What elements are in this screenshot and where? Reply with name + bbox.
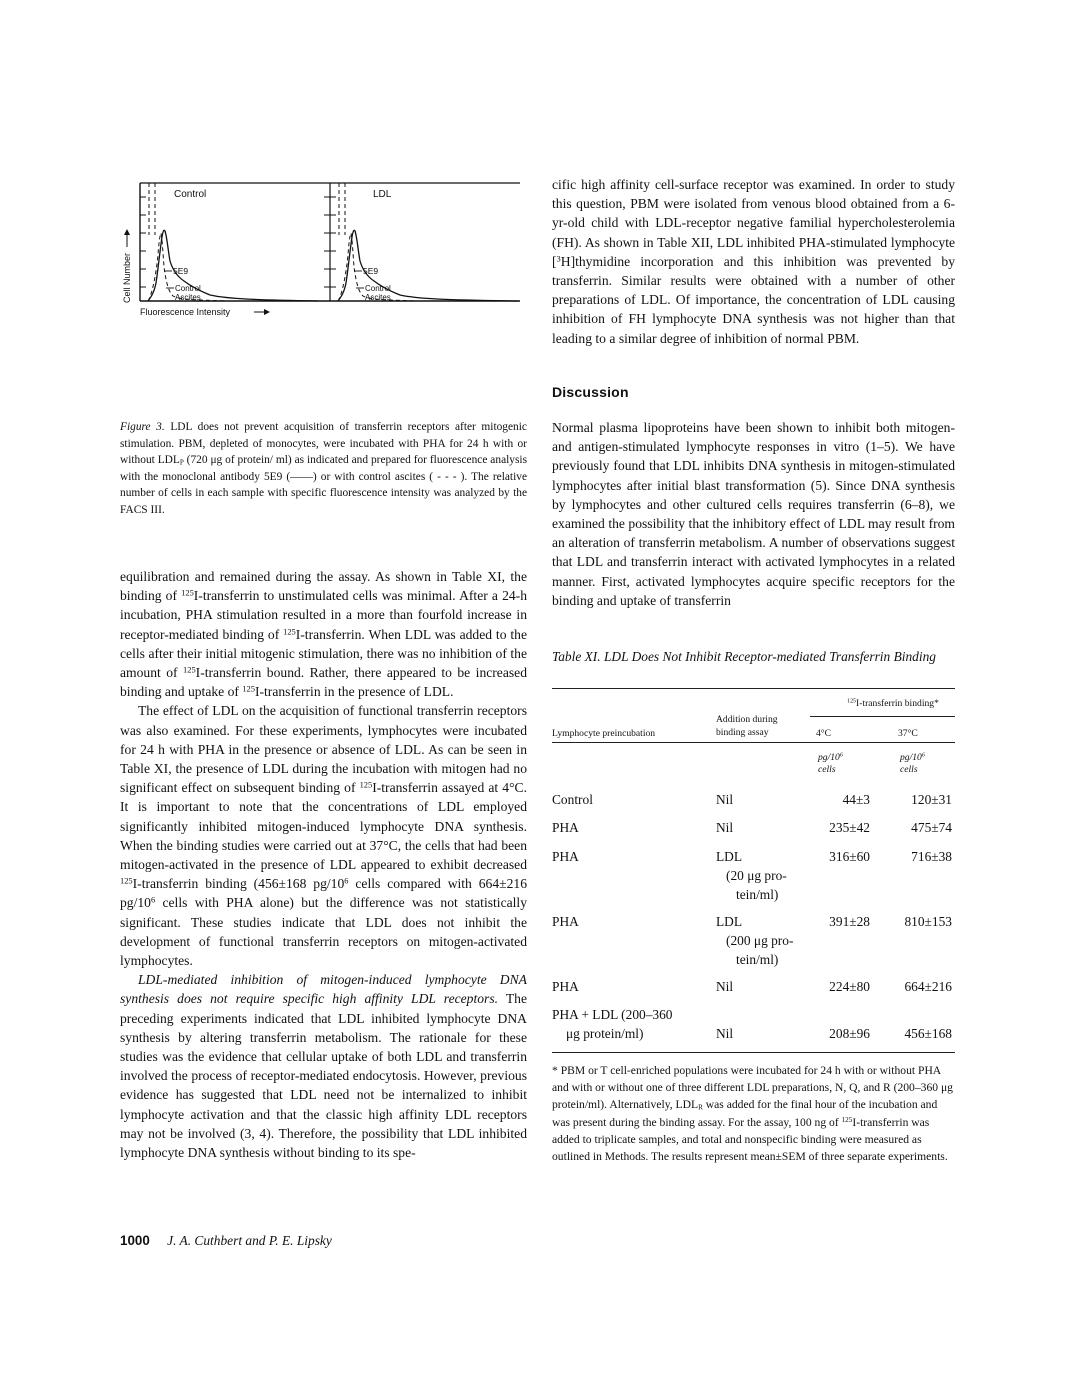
panel-label-ldl: LDL [373, 189, 392, 200]
unit-label: $pg/10^6$ cells [818, 752, 843, 775]
paragraph: The effect of LDL on the acquisition of functional transferrin receptors was also examined. For these experiments, lymphocytes were incubated for 24 h with PHA in the presence or absence of LDL. As can be seen in Table XI, the presence of LDL during the incubation with mitogen had no significant effect on subsequent binding of $^{125}$I-transferrin assayed at 4°C. It is important to note that the concentrations of LDL employed significantly inhibited mitogen-induced lymphocyte DNA synthesis. When the binding studies were carried out at 37°C, the cells that had been mitogen-activated in the presence of LDL appeared to exhibit decreased $^{125}$I-transferrin binding (456±168 $pg/10^6$ cells compared with 664±216 $pg/10^6$ cells with PHA alone) but the difference was not statistically significant. These studies indicate that LDL does not inhibit the development of functional transferrin receptors on mitogen-activated lymphocytes. [120, 703, 527, 969]
column-header: 4°C [816, 728, 832, 739]
caption-text: LDL does not prevent acquisition of transferrin receptors after mitogenic stimulation. PBM, depleted of monocytes, were incubated with PHA for 24 h with or without LDL [120, 421, 527, 467]
panel-label-control: Control [174, 189, 207, 200]
unit-label: $pg/10^6$ cells [900, 752, 925, 775]
paragraph: Normal plasma lipoproteins have been shown to inhibit both mitogen- and antigen-stimulated lymphocyte responses in vitro (1–5). We have previously found that LDL inhibits DNA synthesis in mitogen-stimulated lymphocytes after initial blast transformation (5). Since DNA synthesis by lymphocytes and other cultured cells requires transferrin (6–8), we examined the possibility that the inhibitory effect of LDL may result from an alteration of transferrin metabolism. A number of observations suggest that LDL and transferrin interact with activated lymphocytes in a related manner. First, activated lymphocytes acquire specific receptors for the binding and uptake of transferrin [552, 420, 955, 608]
figure-label: Figure 3. [120, 421, 165, 433]
run-in-heading: LDL-mediated inhibition of mitogen-induced lymphocyte DNA synthesis does not require specific high affinity LDL receptors. [120, 972, 527, 1007]
paragraph: cific high affinity cell-surface receptor was examined. In order to study this question, PBM were isolated from venous blood obtained from a 6-yr-old child with LDL-receptor negative familial hypercholesterolemia (FH). As shown in Table XII, LDL inhibited PHA-stimulated lymphocyte [$^3$H]thymidine incorporation and this inhibition was prevented by transferrin. Similar results were obtained with a number of other preparations of LDL. Of importance, the concentration of LDL causing inhibition of FH lymphocyte DNA synthesis was not higher than that leading to a similar degree of inhibition of normal PBM. [552, 177, 955, 346]
curve-label-control-ldl: Control [365, 284, 391, 293]
flow-cytometry-histograms [118, 175, 523, 410]
paragraph: equilibration and remained during the assay. As shown in Table XI, the binding of $^{125}$I-transferrin to unstimulated cells was minimal. After a 24-h incubation, PHA stimulation resulted in a more than fourfold increase in receptor-mediated binding of $^{125}$I-transferrin. When LDL was added to the cells after their initial mitogenic stimulation, there was no inhibition of the amount of $^{125}$I-transferrin bound. Rather, there appeared to be increased binding and uptake of $^{125}$I-transferrin in the presence of LDL. [120, 569, 527, 700]
column-header: Addition during [716, 714, 778, 725]
table-title: Table XI. LDL Does Not Inhibit Receptor-mediated Transferrin Binding [552, 649, 936, 664]
panel-ldl [330, 183, 520, 302]
discussion-body [552, 418, 955, 610]
figure-3 [118, 175, 523, 410]
y-axis-label: Cell Number [122, 252, 132, 303]
page-footer [120, 1233, 332, 1249]
curve-label-5e9: 5E9 [173, 266, 189, 276]
section-heading: Discussion [552, 384, 629, 400]
group-header: $^{125}$I-transferrin binding* [847, 698, 939, 709]
figure-caption: Figure 3. LDL does not prevent acquisition of transferrin receptors after mitogenic stimulation. PBM, depleted of monocytes, were incubated with PHA for 24 h with or without $LDL_P$ (720 μg of protein/ ml) as indicated and prepared for fluorescence analysis with the monoclonal antibody 5E9 (——) or with control ascites ( - - - ). The relative number of cells in each sample with specific fluorescence intensity was analyzed by the FACS III. [120, 421, 528, 516]
paragraph: LDL-mediated inhibition of mitogen-induced lymphocyte DNA synthesis does not require specific high affinity LDL receptors. The preceding experiments indicated that LDL inhibited lymphocyte DNA synthesis by altering transferrin metabolism. The rationale for these studies was the evidence that cellular uptake of both LDL and transferrin involved the process of receptor-mediated endocytosis. However, previous evidence has suggested that LDL need not be internalized to inhibit lymphocyte activation and that the classic high affinity LDL receptors may not be involved (3, 4). Therefore, the possibility that LDL inhibited lymphocyte DNA synthesis without binding to its spe- [120, 972, 527, 1161]
curve-label-control: Control [175, 284, 201, 293]
x-axis-label: Fluorescence Intensity [140, 307, 231, 317]
left-column-body [120, 567, 527, 1162]
column-header: 37°C [898, 728, 918, 739]
curve-label-5e9-ldl: 5E9 [363, 266, 379, 276]
column-header: binding assay [716, 727, 769, 738]
curve-label-ascites-ldl: Ascites [365, 293, 391, 302]
curve-label-ascites: Ascites [175, 293, 201, 302]
column-header: Lymphocyte preincubation [552, 728, 656, 739]
page-number: 1000 [120, 1233, 150, 1248]
right-column-body [552, 175, 955, 348]
running-authors: J. A. Cuthbert and P. E. Lipsky [167, 1233, 332, 1248]
caption-text-2: (720 μg of protein/ ml) as indicated and prepared for fluorescence analysis with the monoclonal antibody 5E9 (——) or with control ascites ( - - - ). The relative number of cells in each sample with specific fluorescence intensity was analyzed by the FACS III. [120, 454, 528, 516]
panel-control [140, 183, 330, 302]
table-footnote: * PBM or T cell-enriched populations were incubated for 24 h with or without PHA and with or without one of three different LDL preparations, N, Q, and R (200–360 μg protein/ml). Alternatively, $LDL_R$ was added for the final hour of the incubation and was present during the binding assay. For the assay, 100 ng of $^{125}$I-transferrin was added to triplicate samples, and total and nonspecific binding were measured as outlined in Methods. The results represent mean±SEM of three separate experiments. [552, 1064, 953, 1164]
